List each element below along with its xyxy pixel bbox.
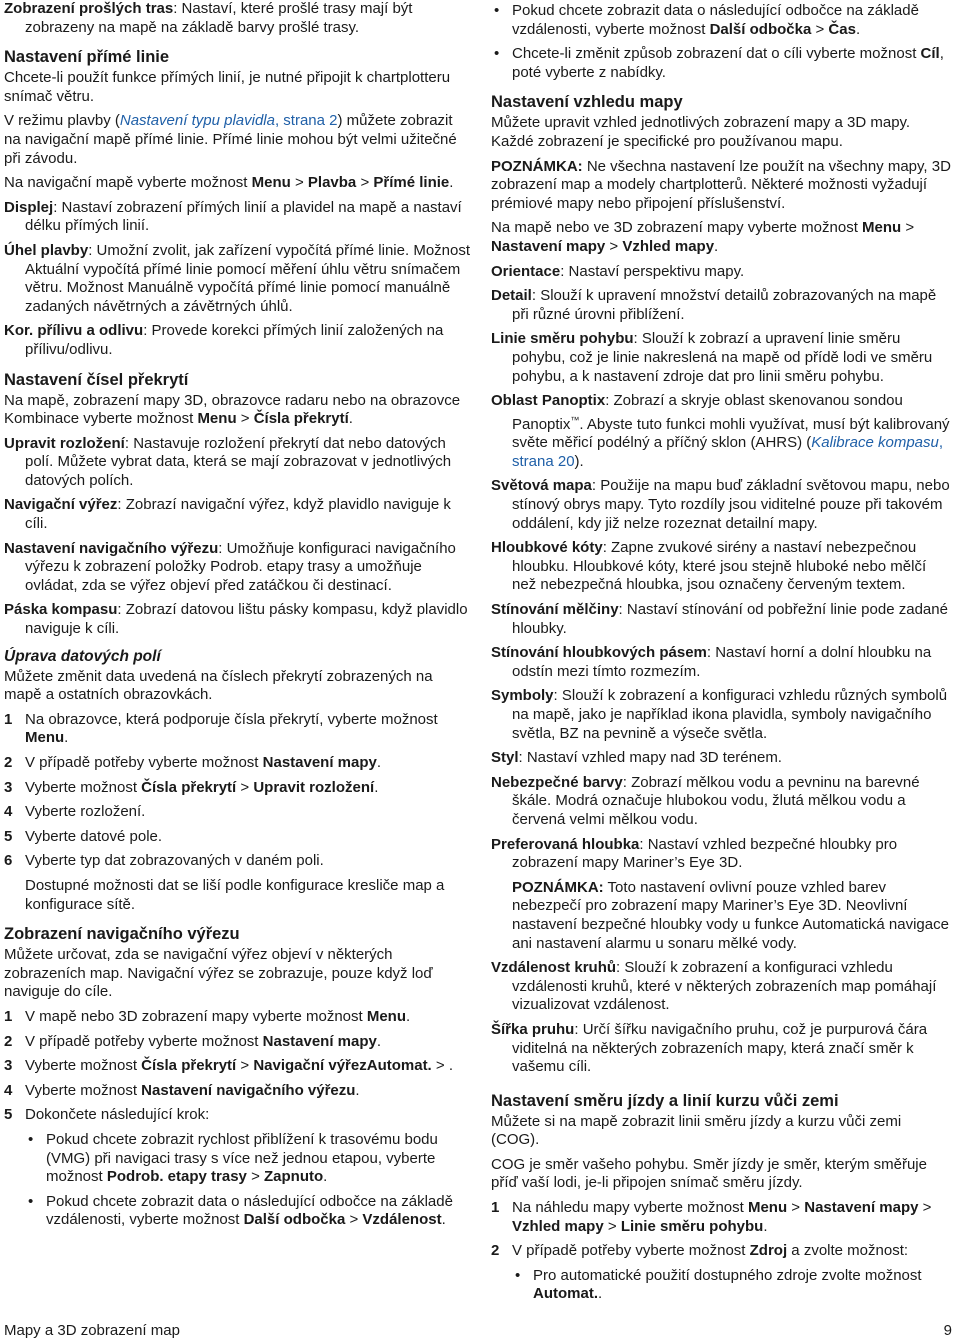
definition-item xyxy=(491,601,953,638)
def-label: Stínování mělčiny xyxy=(491,601,619,619)
def-text: : Zapne zvukové sirény a nastaví nebezpečnou hloubku. Hloubkové kóty, které jsou stejně hluboké nebo mělčí než nebezpečná hloubka, jsou označeny červeným textem. xyxy=(512,539,927,594)
step-number: 2 xyxy=(491,1242,500,1260)
def-label: Orientace xyxy=(491,262,561,280)
def-label: Linie směru pohybu xyxy=(491,330,634,348)
def-label: Navigační výřez xyxy=(4,496,118,514)
sep: . xyxy=(348,410,353,428)
sep: > xyxy=(236,410,254,428)
def-text: : Slouží k upravení množství detailů zobrazovaných na mapě při různé úrovni přiblížení. xyxy=(512,287,937,323)
para-pref-note xyxy=(491,879,953,953)
step-number: 5 xyxy=(4,1106,13,1124)
step-item xyxy=(4,779,470,798)
step-item xyxy=(4,803,470,822)
def-text: : Nastaví perspektivu mapy. xyxy=(560,262,745,280)
definition-item xyxy=(491,749,953,768)
def-text: : Provede korekci přímých linií založených na přílivu/odlivu. xyxy=(25,322,444,358)
steps-vyrez xyxy=(4,1008,470,1230)
text: Pro automatické použití dostupného zdroje zvolte možnost xyxy=(533,1266,922,1284)
definition-item xyxy=(491,263,953,282)
para-vzhled-1: Můžete upravit vzhled jednotlivých zobrazení mapy a 3D mapy. Každé zobrazení je specifické pro používanou mapu. xyxy=(491,114,911,150)
note-text: Ne všechna nastavení lze použít na všechny mapy, 3D zobrazení map a modely chartplotterů. Některé možnosti vyžadují prémiové mapy nebo připojení příslušenství. xyxy=(491,157,951,212)
ui-option: Upravit rozložení xyxy=(253,778,375,796)
bullet-item xyxy=(512,1267,953,1304)
defs-vzhled-1 xyxy=(491,263,953,387)
text: . xyxy=(376,754,382,771)
def-text: : Zobrazí datovou lištu pásky kompasu, když plavidlo naviguje k cíli. xyxy=(25,601,468,638)
step-number: 2 xyxy=(4,754,13,771)
step-number: 1 xyxy=(491,1199,500,1217)
ui-vzhled-mapy: Vzhled mapy xyxy=(622,237,715,255)
heading-cisla-prekryti: Nastavení čísel překrytí xyxy=(4,370,189,389)
def-text: : Zobrazí a skryje oblast skenovanou sondou Panoptix xyxy=(512,392,903,433)
text: V režimu plavby ( xyxy=(4,112,120,130)
ui-option: Nastavení mapy xyxy=(262,1032,377,1050)
step-number: 3 xyxy=(4,778,13,796)
def-label: Upravit rozložení xyxy=(4,434,125,452)
text: V mapě nebo 3D zobrazení mapy vyberte možnost xyxy=(25,1007,367,1025)
def-nastaveni-navigacniho-vyrezu xyxy=(4,540,470,596)
text: Na mapě nebo ve 3D zobrazení mapy vyberte možnost xyxy=(491,219,863,237)
def-text: : Určí šířku navigačního pruhu, což je purpurová čára viditelná na některých zobrazeních mapy, která značí směr k vašemu cíli. xyxy=(512,1020,928,1076)
heading-prime-linie: Nastavení přímé linie xyxy=(4,48,170,67)
text: Vyberte možnost xyxy=(25,778,142,796)
text: > xyxy=(236,1057,254,1075)
para-cisla-1 xyxy=(4,392,470,429)
text: Na navigační mapě vyberte možnost xyxy=(4,174,252,192)
text: Vyberte rozložení. xyxy=(25,803,146,821)
ui-option: Zapnuto xyxy=(264,1168,324,1186)
step-item xyxy=(4,754,470,773)
def-label: Nastavení navigačního výřezu xyxy=(4,539,219,557)
text: . xyxy=(64,729,69,747)
text: Pokud chcete zobrazit data o následující odbočce na základě vzdálenosti, vyberte možnost xyxy=(46,1192,453,1229)
text: Vyberte datové pole. xyxy=(25,827,163,845)
def-text: : Slouží k zobrazí a upravení linie směru pohybu, což je linie nakreslená na mapě od přídě lodi ve směru pohybu, a k nastavení zdroje dat pro linii směru pohybu. xyxy=(512,330,933,385)
def-text: ). xyxy=(574,452,584,470)
step-number: 3 xyxy=(4,1057,13,1075)
text: . xyxy=(323,1168,328,1186)
ui-option: Podrob. etapy trasy xyxy=(106,1168,247,1186)
definition-item xyxy=(491,687,953,743)
para-smer-1: Můžete si na mapě zobrazit linii směru jízdy a kurzu vůči zemi (COG). xyxy=(491,1112,902,1149)
step-item xyxy=(4,1106,470,1125)
step-number: 2 xyxy=(4,1032,13,1050)
step-number: 1 xyxy=(4,710,13,728)
def-text: : Nastaví zobrazení přímých linií a plavidel na mapě a nastaví délku přímých linií. xyxy=(25,198,462,235)
ui-option: Zdroj xyxy=(749,1242,788,1260)
text: > xyxy=(787,1199,805,1217)
para-prime-2 xyxy=(4,112,470,168)
step-item xyxy=(4,711,470,748)
step-item xyxy=(4,1008,470,1027)
link-page-ref[interactable]: , strana 20 xyxy=(512,434,944,470)
para-vyrez-1: Můžete určovat, zda se navigační výřez objeví v některých zobrazeních map. Navigační výřez se zobrazuje, pouze když loď naviguje do cíle. xyxy=(4,946,433,1001)
bullet-item xyxy=(491,45,953,82)
definition-item xyxy=(491,287,953,324)
para-vzhled-note xyxy=(491,158,953,214)
step-item xyxy=(4,1082,470,1101)
text: . xyxy=(598,1285,603,1303)
def-text: : Nastaví stínování od pobřežní linie pode zadané hloubky. xyxy=(512,601,948,637)
bullet-list xyxy=(25,1131,470,1230)
def-label: Symboly xyxy=(491,687,554,705)
text: Pokud chcete zobrazit rychlost přiblížení k trasovému bodu (VMG) při navigaci trasy s více než jednou etapou, vyberte možnost xyxy=(46,1130,438,1186)
text: > xyxy=(431,1057,449,1075)
ui-option: Menu xyxy=(366,1007,407,1025)
ui-option: Cíl xyxy=(920,45,940,63)
ui-option: Další odbočka xyxy=(709,20,812,38)
ui-option: Menu xyxy=(747,1199,788,1217)
step-item xyxy=(491,1199,953,1236)
para-uprava-note: Dostupné možnosti dat se liší podle konfigurace kresliče map a konfigurace sítě. xyxy=(25,876,445,913)
step-item xyxy=(4,828,470,847)
link-kalibrace-kompasu[interactable]: Kalibrace kompasu xyxy=(811,434,939,452)
ui-menu: Menu xyxy=(251,174,291,192)
defs-vzhled-2 xyxy=(491,477,953,872)
def-text: : Zobrazí navigační výřez, když plavidlo naviguje k cíli. xyxy=(25,496,451,533)
bullet-list xyxy=(512,1267,953,1304)
step-number: 6 xyxy=(4,852,13,870)
bullet-item xyxy=(491,2,953,39)
ui-option: Nastavení mapy xyxy=(804,1199,919,1217)
link-nastaveni-typu-plavidla[interactable]: Nastavení typu plavidla xyxy=(119,112,275,130)
text: Vyberte typ dat zobrazovaných v daném poli. xyxy=(25,852,324,870)
def-label: Detail xyxy=(491,287,532,305)
ui-option: Nastavení navigačního výřezu xyxy=(141,1081,356,1099)
text: . xyxy=(406,1007,411,1025)
ui-option: Vzdálenost xyxy=(362,1211,442,1229)
def-displej xyxy=(4,199,470,236)
def-upravit-rozlozeni xyxy=(4,435,470,491)
ui-menu: Menu xyxy=(862,219,902,237)
def-label: Zobrazení prošlých tras xyxy=(4,0,174,17)
text: Dokončete následující krok: xyxy=(25,1106,210,1124)
text: Na obrazovce, která podporuje čísla překrytí, vyberte možnost xyxy=(25,710,438,728)
text: > xyxy=(345,1211,363,1229)
text: V případě potřeby vyberte možnost xyxy=(512,1242,750,1260)
def-text: : Nastaví horní a dolní hloubku na odstín mezi tímto rozmezím. xyxy=(512,644,932,680)
sep: > xyxy=(356,174,374,192)
def-text: : Nastavuje rozložení překrytí dat nebo datových polí. Můžete vybrat data, která se mají zobrazovat v jednotlivých datových polích. xyxy=(25,434,452,489)
note-text: Toto nastavení ovlivní pouze vzhled barev nebezpečí pro zobrazení mapy Mariner’s Eye 3D. Neovlivní nastavení bezpečné hloubky vody u funkce Automatická navigace ani nastavení alarmu u sonaru mělké vody. xyxy=(512,878,949,952)
step-number: 4 xyxy=(4,803,13,821)
defs-vzhled-3 xyxy=(491,959,953,1077)
def-label: Nebezpečné barvy xyxy=(491,773,623,791)
def-paska-kompasu xyxy=(4,601,470,638)
ui-option: Automat. xyxy=(366,1057,432,1075)
step-number: 5 xyxy=(4,827,13,845)
text: > xyxy=(236,778,254,796)
ui-plavba: Plavba xyxy=(307,174,357,192)
trademark: ™ xyxy=(570,414,580,425)
text: > xyxy=(918,1199,932,1217)
text: Na náhledu mapy vyberte možnost xyxy=(512,1199,748,1217)
note-label: POZNÁMKA: xyxy=(512,878,604,896)
step-item xyxy=(491,1242,953,1261)
step-item xyxy=(4,852,470,871)
text: Na mapě, zobrazení mapy 3D, obrazovce radaru nebo na obrazovce Kombinace vyberte možnost xyxy=(4,391,461,428)
def-text: : Nastaví, které prošlé trasy mají být zobrazeny na mapě na základě barvy prošlé trasy. xyxy=(25,0,413,36)
definition-item xyxy=(491,477,953,533)
left-column xyxy=(4,0,470,1236)
text: . xyxy=(855,20,861,38)
def-text: : Slouží k zobrazení a konfiguraci vzhledu vzdálenosti kruhů, které v některých zobrazeních map pomáhají vizualizovat vzdálenost. xyxy=(512,959,937,1014)
sep: > xyxy=(290,174,308,192)
def-text: : Nastaví vzhled bezpečné hloubky pro zobrazení mapy Mariner’s Eye 3D. xyxy=(512,835,898,872)
def-label: Oblast Panoptix xyxy=(491,392,606,410)
ui-option: Nastavení mapy xyxy=(262,754,377,771)
ui-menu: Menu xyxy=(197,410,237,428)
text: a zvolte možnost: xyxy=(787,1242,909,1260)
def-kor-prilivu xyxy=(4,322,470,359)
step-item xyxy=(4,1057,470,1076)
text: , poté vyberte z nabídky. xyxy=(512,45,944,81)
definition-item xyxy=(491,330,953,386)
text: > xyxy=(811,20,829,38)
text: Vyberte možnost xyxy=(25,1057,142,1075)
heading-vzhled-mapy: Nastavení vzhledu mapy xyxy=(491,93,683,112)
para-uprava-1: Můžete změnit data uvedená na číslech překrytí zobrazených na mapě a ostatních obrazovkách. xyxy=(4,667,433,704)
steps-smer xyxy=(491,1199,953,1304)
footer-title: Mapy a 3D zobrazení map xyxy=(4,1322,180,1339)
def-text: : Použije na mapu buď základní světovou mapu, nebo stínový obrys mapy. Tyto rozdíly jsou viditelné pouze při takovém oddálení, kdy již nelze rozeznat detailní mapy. xyxy=(512,477,950,532)
link-page-ref[interactable]: , strana 2 xyxy=(274,112,338,130)
ui-option: Vzhled mapy xyxy=(512,1217,604,1235)
note-label: POZNÁMKA: xyxy=(491,157,583,175)
def-label: Úhel plavby xyxy=(4,241,89,259)
def-text: : Slouží k zobrazení a konfiguraci vzhledu různých symbolů na mapě, jako je například ikona plavidla, symboly navigačního světla, BZ na pevnině a výseče světla. xyxy=(512,687,948,742)
definition-item xyxy=(491,1021,953,1077)
def-label: Páska kompasu xyxy=(4,601,118,619)
def-uhel-plavby xyxy=(4,242,470,316)
sep: > xyxy=(901,219,915,237)
para-vzhled-2 xyxy=(491,219,953,256)
text: Pokud chcete zobrazit data o následující odbočce na základě vzdálenosti, vyberte možnost xyxy=(512,2,919,38)
sep: . xyxy=(714,237,719,255)
para-smer-2: COG je směr vašeho pohybu. Směr jízdy je směr, kterým směřuje příď vaší lodi, je-li připojen snímač směru jízdy. xyxy=(491,1155,927,1192)
text: > xyxy=(603,1217,621,1235)
ui-option: Další odbočka xyxy=(243,1211,346,1229)
heading-uprava-datovych-poli: Úprava datových polí xyxy=(4,647,161,665)
ui-option: Automat. xyxy=(533,1285,598,1303)
definition-item xyxy=(491,644,953,681)
text: . xyxy=(374,778,379,796)
def-label: Světová mapa xyxy=(491,477,592,495)
bullets-top xyxy=(491,2,953,82)
definition-item xyxy=(491,959,953,1015)
def-label: Kor. přílivu a odlivu xyxy=(4,322,144,340)
text: V případě potřeby vyberte možnost xyxy=(25,1032,263,1050)
sep: . xyxy=(449,174,454,192)
ui-option: Čas xyxy=(828,20,856,38)
step-item xyxy=(4,1033,470,1052)
steps-uprava xyxy=(4,711,470,871)
text: Chcete-li změnit způsob zobrazení dat o cíli vyberte možnost xyxy=(512,45,921,63)
def-label: Stínování hloubkových pásem xyxy=(491,644,707,662)
sep: > xyxy=(605,237,623,255)
bullet-item xyxy=(25,1193,470,1230)
text: > xyxy=(246,1168,265,1186)
def-text: : Umožní zvolit, jak zařízení vypočítá přímé linie. Možnost Aktuální vypočítá přímé linie pomocí měření úhlu větru snímačem větru. Možnost Manuálně vypočítá přímé linie pomocí manuálně zadaných návětrných a závětrných úhlů. xyxy=(25,241,471,315)
text: . xyxy=(448,1057,454,1075)
definition-item xyxy=(491,836,953,873)
ui-nastaveni-mapy: Nastavení mapy xyxy=(491,237,606,255)
def-label: Preferovaná hloubka xyxy=(491,835,640,853)
def-oblast-panoptix xyxy=(491,392,953,471)
text: Vyberte možnost xyxy=(25,1081,142,1099)
heading-zobrazeni-vyrezu: Zobrazení navigačního výřezu xyxy=(4,925,240,944)
step-number: 4 xyxy=(4,1081,13,1099)
def-label: Styl xyxy=(491,749,519,767)
definition-item xyxy=(491,539,953,595)
ui-option: Čísla překrytí xyxy=(141,778,237,796)
para-prime-1: Chcete-li použít funkce přímých linií, je nutné připojit k chartplotteru snímač větru. xyxy=(4,69,451,105)
def-label: Šířka pruhu xyxy=(491,1020,575,1038)
ui-option: Čísla překrytí xyxy=(141,1057,237,1075)
right-column xyxy=(491,0,953,1310)
text: V případě potřeby vyberte možnost xyxy=(25,754,263,771)
bullet-item xyxy=(25,1131,470,1187)
def-text: : Nastaví vzhled mapy nad 3D terénem. xyxy=(518,749,782,767)
footer-page-number: 9 xyxy=(943,1322,952,1339)
para-prime-3 xyxy=(4,174,470,193)
ui-option: Menu xyxy=(25,729,65,747)
ui-cisla-prekryti: Čísla překrytí xyxy=(253,410,349,428)
text: . xyxy=(355,1081,360,1099)
definition-item xyxy=(491,774,953,830)
text: . xyxy=(376,1032,382,1050)
step-number: 1 xyxy=(4,1007,13,1025)
heading-smer-jizdy: Nastavení směru jízdy a linií kurzu vůči zemi xyxy=(491,1091,839,1110)
text: . xyxy=(441,1211,446,1229)
def-text: . Abyste tuto funkci mohli využívat, musí být kalibrovaný světe měřicí podélný a příčný sklon (AHRS) ( xyxy=(512,415,950,452)
def-navigacni-vyrez xyxy=(4,496,470,533)
text: ) můžete zobrazit na navigační mapě přímé linie. Přímé linie mohou být velmi užitečné při závodu. xyxy=(4,112,457,167)
ui-prime-linie: Přímé linie xyxy=(373,174,450,192)
def-label: Displej xyxy=(4,198,54,216)
def-prosle-trasy xyxy=(4,0,470,37)
text: . xyxy=(763,1217,768,1235)
def-label: Hloubkové kóty xyxy=(491,539,603,557)
def-label: Vzdálenost kruhů xyxy=(491,959,617,977)
ui-option: Navigační výřez xyxy=(253,1057,367,1075)
def-text: : Zobrazí mělkou vodu a pevninu na barevné škále. Modrá označuje hlubokou vodu, žlutá mělkou vodu a červená velmi mělkou vodu. xyxy=(512,773,920,828)
ui-option: Linie směru pohybu xyxy=(620,1217,764,1235)
def-text: : Umožňuje konfiguraci navigačního výřezu k zobrazení položky Podrob. etapy trasy a umožňuje ovládat, zda se výřez objeví před zatáčkou či destinací. xyxy=(25,539,456,594)
